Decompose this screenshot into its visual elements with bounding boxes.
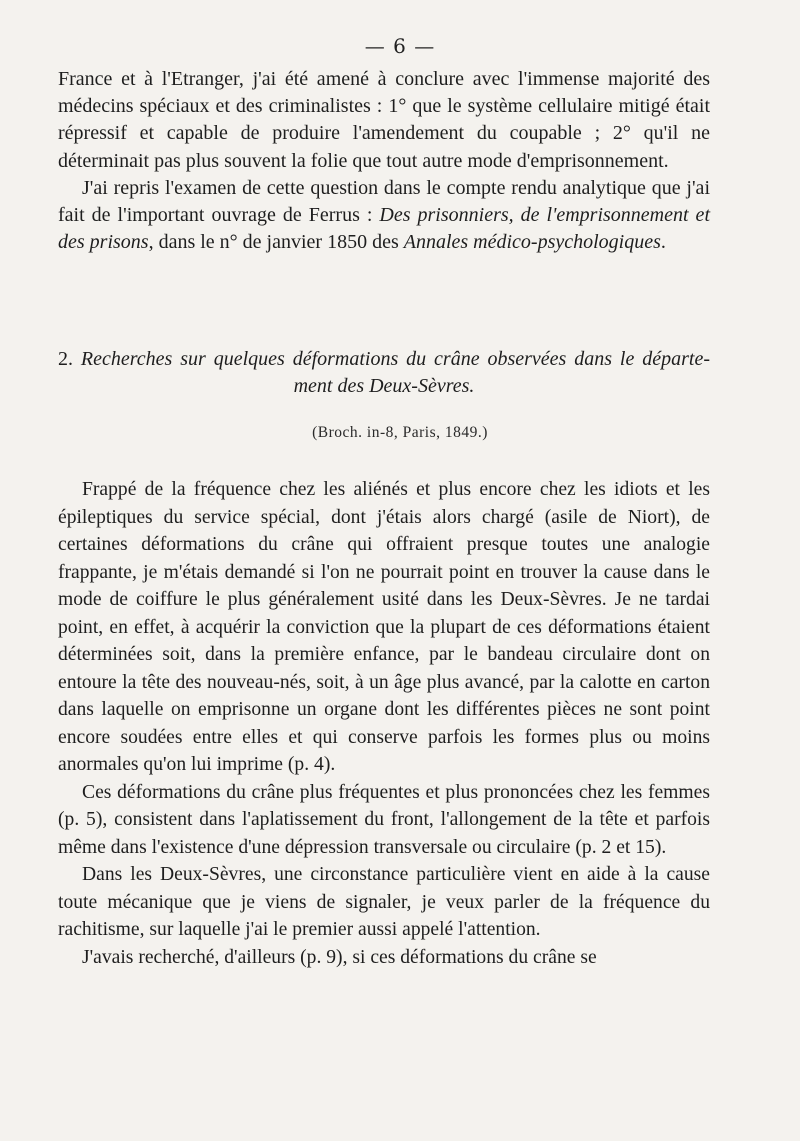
ferrus-text-middle: , dans le n° de janvier 1850 des [148, 231, 404, 254]
section-number: 2. [58, 348, 73, 370]
paragraph-body: Ces déformations du crâne plus fréquentes et plus prononcées chez les femmes (p. 5), consistent dans l'aplatissement du front, l'allongement de la tête et parfois même dans l'existence d'une dépression transversale ou circulaire (p. 2 et 15). [58, 781, 710, 858]
annales-journal-title: Annales médico-psychologiques [403, 231, 661, 254]
paragraph-body: Frappé de la fréquence chez les aliénés et plus encore chez les idiots et les épileptiques du service spécial, dont j'étais alors chargé (asile de Niort), de certaines déformations du crâne qui offraient presque toutes une analogie frappante, je m'étais demandé si l'on ne pourrait point en trouver la cause dans le mode de coiffure le plus généralement usité dans les Deux-Sèvres. Je ne tardai point, en effet, à acquérir la conviction que la plupart de ces déformations étaient déterminées soit, dans la première enfance, par le bandeau circulaire dont on entoure la tête des nouveau-nés, soit, à un âge plus avancé, par la calotte en carton dans laquelle on emprisonne un organe dont les différentes pièces ne sont point encore soudées entre elles et qui conserve parfois les formes plus ou moins anormales qu'on lui imprime (p. 4). [58, 479, 710, 775]
publication-citation: (Broch. in-8, Paris, 1849.) [312, 424, 488, 441]
paragraph-body: J'avais recherché, d'ailleurs (p. 9), si ces déformations du crâne se [82, 946, 597, 968]
section-heading [58, 346, 710, 400]
paragraph-conclusion: France et à l'Etranger, j'ai été amené à conclure avec l'immense majorité des médecins spéciaux et des criminalistes : 1° que le système cellulaire mitigé était répressif et capable de produire l'amendement du coupable ; 2° qu'il ne déterminait pas plus souvent la folie que tout autre mode d'emprisonnement. [58, 68, 710, 172]
ferrus-text-end: . [660, 231, 666, 254]
intro-text-block [58, 66, 710, 256]
ferrus-book-title: Des prisonniers, de l'emprisonnement et des prisons [58, 204, 710, 254]
paragraph-ferrus-review [58, 175, 710, 257]
section-title-line1: Recherches sur quelques déformations du crâne observées dans le départe- [80, 348, 710, 370]
section-title-line2: ment des Deux-Sèvres. [293, 375, 475, 397]
paragraph-body: Dans les Deux-Sèvres, une circonstance particulière vient en aide à la cause toute mécanique que je viens de signaler, je veux parler de la fréquence du rachitisme, sur laquelle j'ai le premier aussi appelé l'attention. [58, 864, 710, 940]
ferrus-text-before: J'ai repris l'examen de cette question dans le compte rendu analytique que j'ai fait de l'important ouvrage de Ferrus : [58, 176, 710, 227]
page-number: — 6 — [364, 34, 436, 58]
body-text-block [58, 476, 710, 971]
